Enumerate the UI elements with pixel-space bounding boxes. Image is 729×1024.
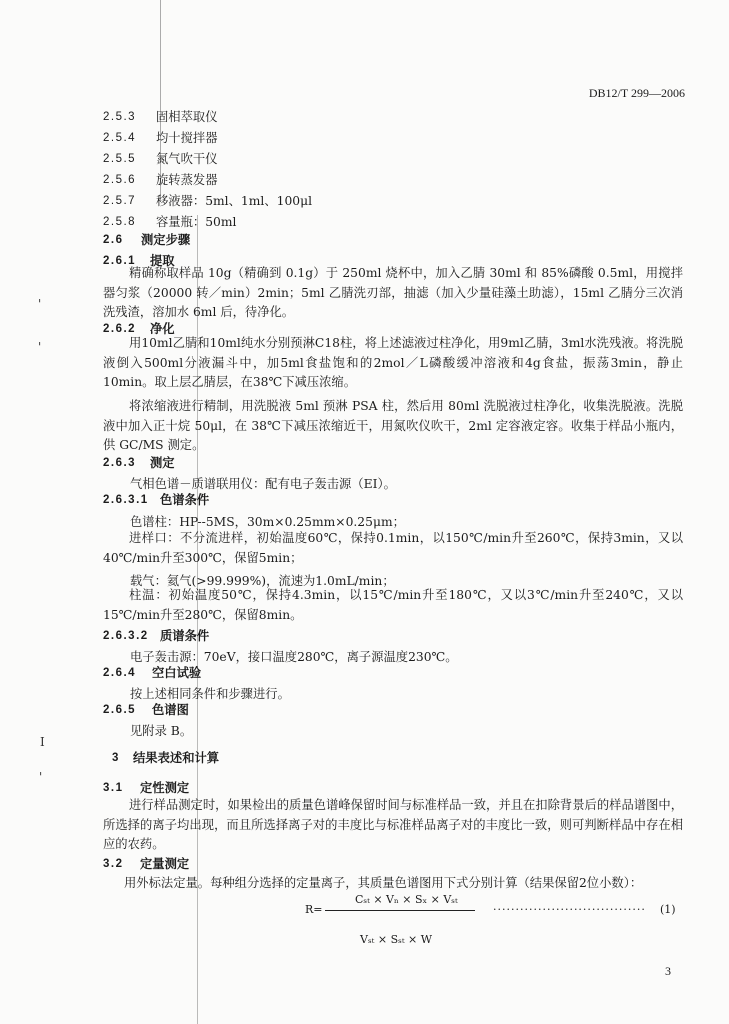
oven-spec: 柱温：初始温度50℃，保持4.3min，以15℃/min升至180℃，又以3℃/min升至240℃，又以15℃/min升至280℃，保留8min。 (103, 588, 683, 622)
standard-number: DB12/T 299—2006 (588, 86, 685, 100)
inlet-spec: 进样口：不分流进样，初始温度60℃，保持0.1min，以150℃/min升至260℃，保持3min，又以40℃/min升至300℃，保留5min； (103, 531, 683, 565)
paragraph-qualitative: 进行样品测定时，如果检出的质量色谱峰保留时间与标准样品一致，并且在扣除背景后的样品谱图中，所选择的离子均出现，而且所选择离子对的丰度比与标准样品离子对的丰度比一致，则可判断样品中存在相应的农药。 (103, 798, 683, 851)
formula-lhs: R= (305, 903, 323, 916)
document-page: DB12/T 299—2006 ' ' I ' 2.5.3 固相萃取仪 2.5.4 均十搅拌器 2.5.5 氮气吹干仪 2.5.6 旋转蒸发器 2.5.7 移液器：5ml、1ml、100μl 2.5.8 容量瓶：50ml 2.6 测定步骤 2.6.1 提取 精确称取样品 10g（精确到 0.1g）于 250ml 烧杯中，加入乙腈 30ml 和 85%磷酸 0.5ml，用搅拌器匀浆（20000 转／min）2min；5ml 乙腈洗刃部，抽滤（加入少量硅藻土助滤），15ml 乙腈分三次消洗残渣，溶加水 6ml 后，待净化。 2.6.2 净化 用10ml乙腈和10ml纯水分别预淋C18柱，将上述滤液过柱净化，用9ml乙腈，3ml水洗残液。将洗脱液倒入500ml分液漏斗中，加5ml食盐饱和的2mol／L磷酸缓冲溶液和4g食盐，振荡3min，静止10min。取上层乙腈层，在38℃下减压浓缩。 将浓缩液进行精制，用洗脱液 5ml 预淋 PSA 柱，然后用 80ml 洗脱液过柱净化，收集洗脱液。洗脱液中加入正十烷 50μl，在 38℃下减压浓缩近干，用氮吹仪吹干，2ml 定容液定容。收集于样品小瓶内，供 GC/MS 测定。 2.6.3 测定 气相色谱－质谱联用仪：配有电子轰击源（EI）。 2.6.3.1 色谱条件 色谱柱：HP--5MS，30m×0.25mm×0.25μm； 进样口：不分流进样，初始温度60℃，保持0.1min，以150℃/min升至260℃，保持3min，又以40℃/min升至300℃，保留5min； 载气：氦气(>99.999%)，流速为1.0mL/min； 柱温：初始温度50℃，保持4.3min，以15℃/min升至180℃，又以3℃/min升至240℃，又以15℃/min升至280℃，保留8min。 2.6.3.2 质谱条件 电子轰击源：70eV，接口温度280℃，离子源温度230℃。 2.6.4 空白试验 按上述相同条件和步骤进行。 2.6.5 色谱图 见附录 B。 3 结果表述和计算 3.1 定性测定 进行样品测定时，如果检出的质量色谱峰保留时间与标准样品一致，并且在扣除背景后的样品谱图中，所选择的离子均出现，而且所选择离子对的丰度比与标准样品离子对的丰度比一致，则可判断样品中存在相应的农药。 3.2 定量测定 用外标法定量。每种组分选择的定量离子，其质量色谱图用下式分别计算（结果保留2位小数）： Cₛₜ × Vₙ × Sₓ × Vₛₜ R= Vₛₜ × Sₛₜ × W ·································· (1) 3 (0, 0, 729, 1024)
paragraph-extraction: 精确称取样品 10g（精确到 0.1g）于 250ml 烧杯中，加入乙腈 30ml 和 85%磷酸 0.5ml，用搅拌器匀浆（20000 转／min）2min；5ml 乙腈洗刃部，抽滤（加入少量硅藻土助滤），15ml 乙腈分三次消洗残渣，溶加水 6ml 后，待净化。 (103, 266, 683, 319)
column-spec: 色谱柱：HP--5MS，30m×0.25mm×0.25μm； (130, 515, 405, 529)
leader-dots: ·································· (493, 903, 646, 916)
formula-numerator: Cₛₜ × Vₙ × Sₓ × Vₛₜ (355, 893, 458, 906)
fraction-bar (325, 910, 475, 911)
paragraph-measure: 气相色谱－质谱联用仪：配有电子轰击源（EI）。 (130, 477, 396, 491)
page-number: 3 (665, 964, 671, 978)
paragraph-cleanup-1: 用10ml乙腈和10ml纯水分别预淋C18柱，将上述滤液过柱净化，用9ml乙腈，3ml水洗残液。将洗脱液倒入500ml分液漏斗中，加5ml食盐饱和的2mol／L磷酸缓冲溶液和4g食盐，振荡3min，静止10min。取上层乙腈层，在38℃下减压浓缩。 (103, 336, 683, 389)
carrier-spec: 载气：氦气(>99.999%)，流速为1.0mL/min； (130, 574, 395, 588)
blank-text: 按上述相同条件和步骤进行。 (130, 687, 290, 701)
margin-mark: ' (38, 340, 42, 354)
paragraph-quantitative: 用外标法定量。每种组分选择的定量离子，其质量色谱图用下式分别计算（结果保留2位小数）： (124, 876, 643, 890)
paragraph-cleanup-2: 将浓缩液进行精制，用洗脱液 5ml 预淋 PSA 柱，然后用 80ml 洗脱液过柱净化，收集洗脱液。洗脱液中加入正十烷 50μl，在 38℃下减压浓缩近干，用氮吹仪吹干，2ml 定容液定容。收集于样品小瓶内，供 GC/MS 测定。 (103, 399, 683, 452)
fold-line (160, 0, 161, 200)
margin-mark: ' (38, 297, 42, 311)
margin-mark: ' (39, 770, 43, 784)
ms-spec: 电子轰击源：70eV，接口温度280℃，离子源温度230℃。 (130, 650, 458, 664)
equation-number: (1) (660, 903, 676, 916)
formula-1 (305, 893, 685, 953)
formula-denominator: Vₛₜ × Sₛₜ × W (360, 933, 433, 946)
margin-mark: I (40, 735, 45, 749)
chromatogram-ref: 见附录 B。 (130, 724, 193, 738)
